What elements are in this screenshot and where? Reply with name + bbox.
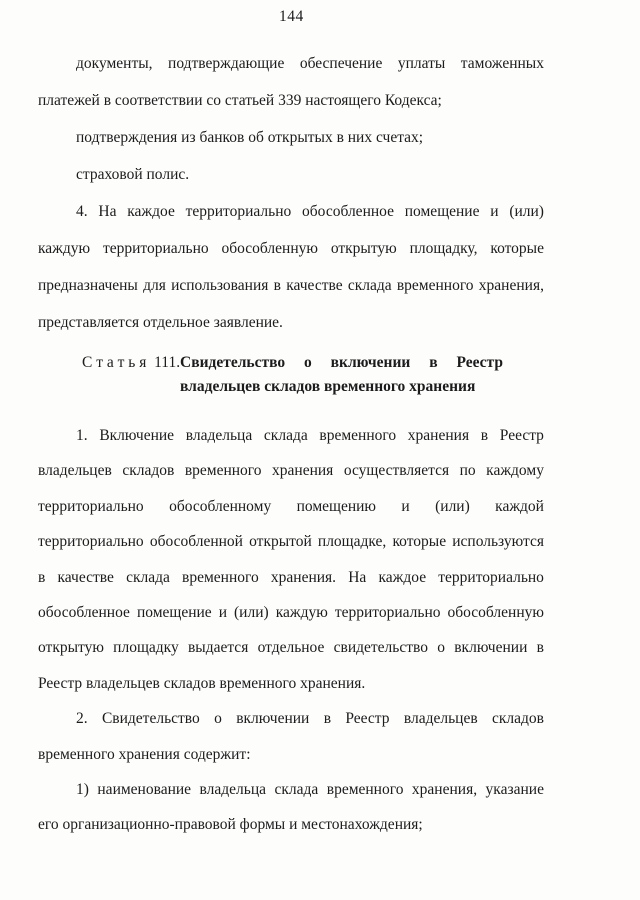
word: хранения, <box>411 780 478 798</box>
word: осуществляется <box>343 462 450 480</box>
word: открытую <box>38 639 104 657</box>
text-line <box>38 772 544 807</box>
word: территориально <box>38 533 144 551</box>
word: обособленную <box>221 240 318 257</box>
word: 1) <box>76 780 89 798</box>
text-line <box>38 701 544 736</box>
word: временного <box>326 780 404 798</box>
word: хранения <box>407 427 470 444</box>
text-line <box>38 630 544 665</box>
word: временного <box>184 462 262 480</box>
word: открытой <box>249 533 312 551</box>
word: и <box>218 603 227 621</box>
text-line: представляется отдельное заявление. <box>38 314 283 331</box>
word: включении <box>236 710 310 728</box>
word: о <box>214 710 222 728</box>
word: территориально <box>438 568 544 586</box>
text-line: страховой полис. <box>76 166 190 183</box>
word: владельца <box>199 780 267 798</box>
text-line <box>38 418 544 453</box>
word: склада <box>274 780 319 798</box>
word: площадке, <box>317 533 387 551</box>
word: обособленной <box>149 533 243 551</box>
word: по <box>459 462 476 480</box>
word: о <box>304 354 312 371</box>
word: владельцев <box>403 710 478 728</box>
text-line <box>180 351 503 375</box>
word: склада <box>263 427 308 444</box>
word: подтверждающие <box>168 55 285 72</box>
text-line: временного хранения содержит: <box>38 745 251 763</box>
word: включении <box>454 639 528 657</box>
word: площадку <box>113 639 179 657</box>
word: обособленное <box>302 203 394 220</box>
word: (или) <box>435 497 470 515</box>
word: обособленную <box>447 603 544 621</box>
word: в <box>323 710 332 728</box>
word: которые <box>392 533 447 551</box>
text-line <box>38 524 544 559</box>
word: каждую <box>275 603 328 621</box>
word: обособленному <box>169 497 272 515</box>
word: выдается <box>187 639 249 657</box>
word: временного <box>396 277 474 294</box>
word: документы, <box>76 55 153 72</box>
word: в <box>38 568 46 586</box>
word: качестве <box>57 568 114 586</box>
text-line: подтверждения из банков об открытых в них счетах; <box>76 129 424 146</box>
word: 4. <box>76 203 88 220</box>
word: территориально <box>102 240 209 257</box>
word: которые <box>490 240 544 257</box>
word: для <box>143 277 166 294</box>
text-line: владельцев складов временного хранения <box>180 377 476 395</box>
text-line <box>38 45 544 82</box>
word: складов <box>492 710 544 728</box>
text-line <box>38 489 544 524</box>
word: склада <box>126 568 170 586</box>
text-line <box>38 230 544 267</box>
word: Включение <box>99 427 175 444</box>
word: 2. <box>76 710 88 728</box>
word: в <box>480 427 489 444</box>
word: обособленное <box>38 603 130 621</box>
word: предназначены <box>38 277 138 294</box>
word: качестве <box>286 277 343 294</box>
word: склада <box>347 277 392 294</box>
word: хранения, <box>478 277 544 294</box>
word: уплаты <box>397 55 446 72</box>
word: 1. <box>76 427 88 444</box>
word: территориально <box>38 497 144 515</box>
word: наименование <box>97 780 192 798</box>
page-number: 144 <box>279 8 304 25</box>
word: в <box>429 354 438 371</box>
word: в <box>273 277 281 294</box>
word: включении <box>330 354 411 371</box>
text-line <box>38 267 544 304</box>
word: свидетельство <box>333 639 428 657</box>
word: Свидетельство <box>101 710 200 728</box>
word: (или) <box>234 603 269 621</box>
word: площадку, <box>409 240 478 257</box>
word: и <box>490 203 499 220</box>
word: Реестр <box>499 427 544 444</box>
word: Свидетельство <box>180 354 286 371</box>
word: складов <box>122 462 175 480</box>
word: отдельное <box>257 639 325 657</box>
word: в <box>536 639 544 657</box>
word: владельцев <box>38 462 112 480</box>
word: открытую <box>330 240 397 257</box>
text-line <box>38 453 544 488</box>
word: помещение <box>404 203 480 220</box>
text-line <box>38 595 544 630</box>
word: использования <box>171 277 269 294</box>
article-title <box>180 351 503 398</box>
word: таможенных <box>460 55 544 72</box>
word: хранения <box>272 462 334 480</box>
word: (или) <box>509 203 544 220</box>
article-number-label: С т а т ь я 111. <box>82 354 181 371</box>
word: каждое <box>378 568 427 586</box>
text-line: его организационно-правовой формы и местонахождения; <box>38 816 423 834</box>
word: временного <box>182 568 259 586</box>
word: Реестр <box>456 354 503 371</box>
word: каждому <box>486 462 544 480</box>
word: Реестр <box>345 710 390 728</box>
text-line: Реестр владельцев складов временного хранения. <box>38 674 366 692</box>
word: каждой <box>495 497 544 515</box>
text-line: платежей в соответствии со статьей 339 настоящего Кодекса; <box>38 92 442 109</box>
word: территориально <box>185 203 292 220</box>
word: помещению <box>296 497 377 515</box>
word: указание <box>485 780 544 798</box>
text-line <box>38 193 544 230</box>
text-line <box>38 560 544 595</box>
word: и <box>401 497 410 515</box>
word: каждое <box>127 203 175 220</box>
word: используются <box>452 533 544 551</box>
word: каждую <box>38 240 91 257</box>
word: На <box>348 568 367 586</box>
word: владельца <box>185 427 253 444</box>
word: помещение <box>136 603 212 621</box>
body-text-upper <box>38 45 544 341</box>
word: обеспечение <box>299 55 383 72</box>
word: хранения. <box>270 568 337 586</box>
word: территориально <box>334 603 441 621</box>
word: На <box>98 203 117 220</box>
word: о <box>437 639 445 657</box>
body-text-lower <box>38 418 544 843</box>
word: временного <box>319 427 397 444</box>
